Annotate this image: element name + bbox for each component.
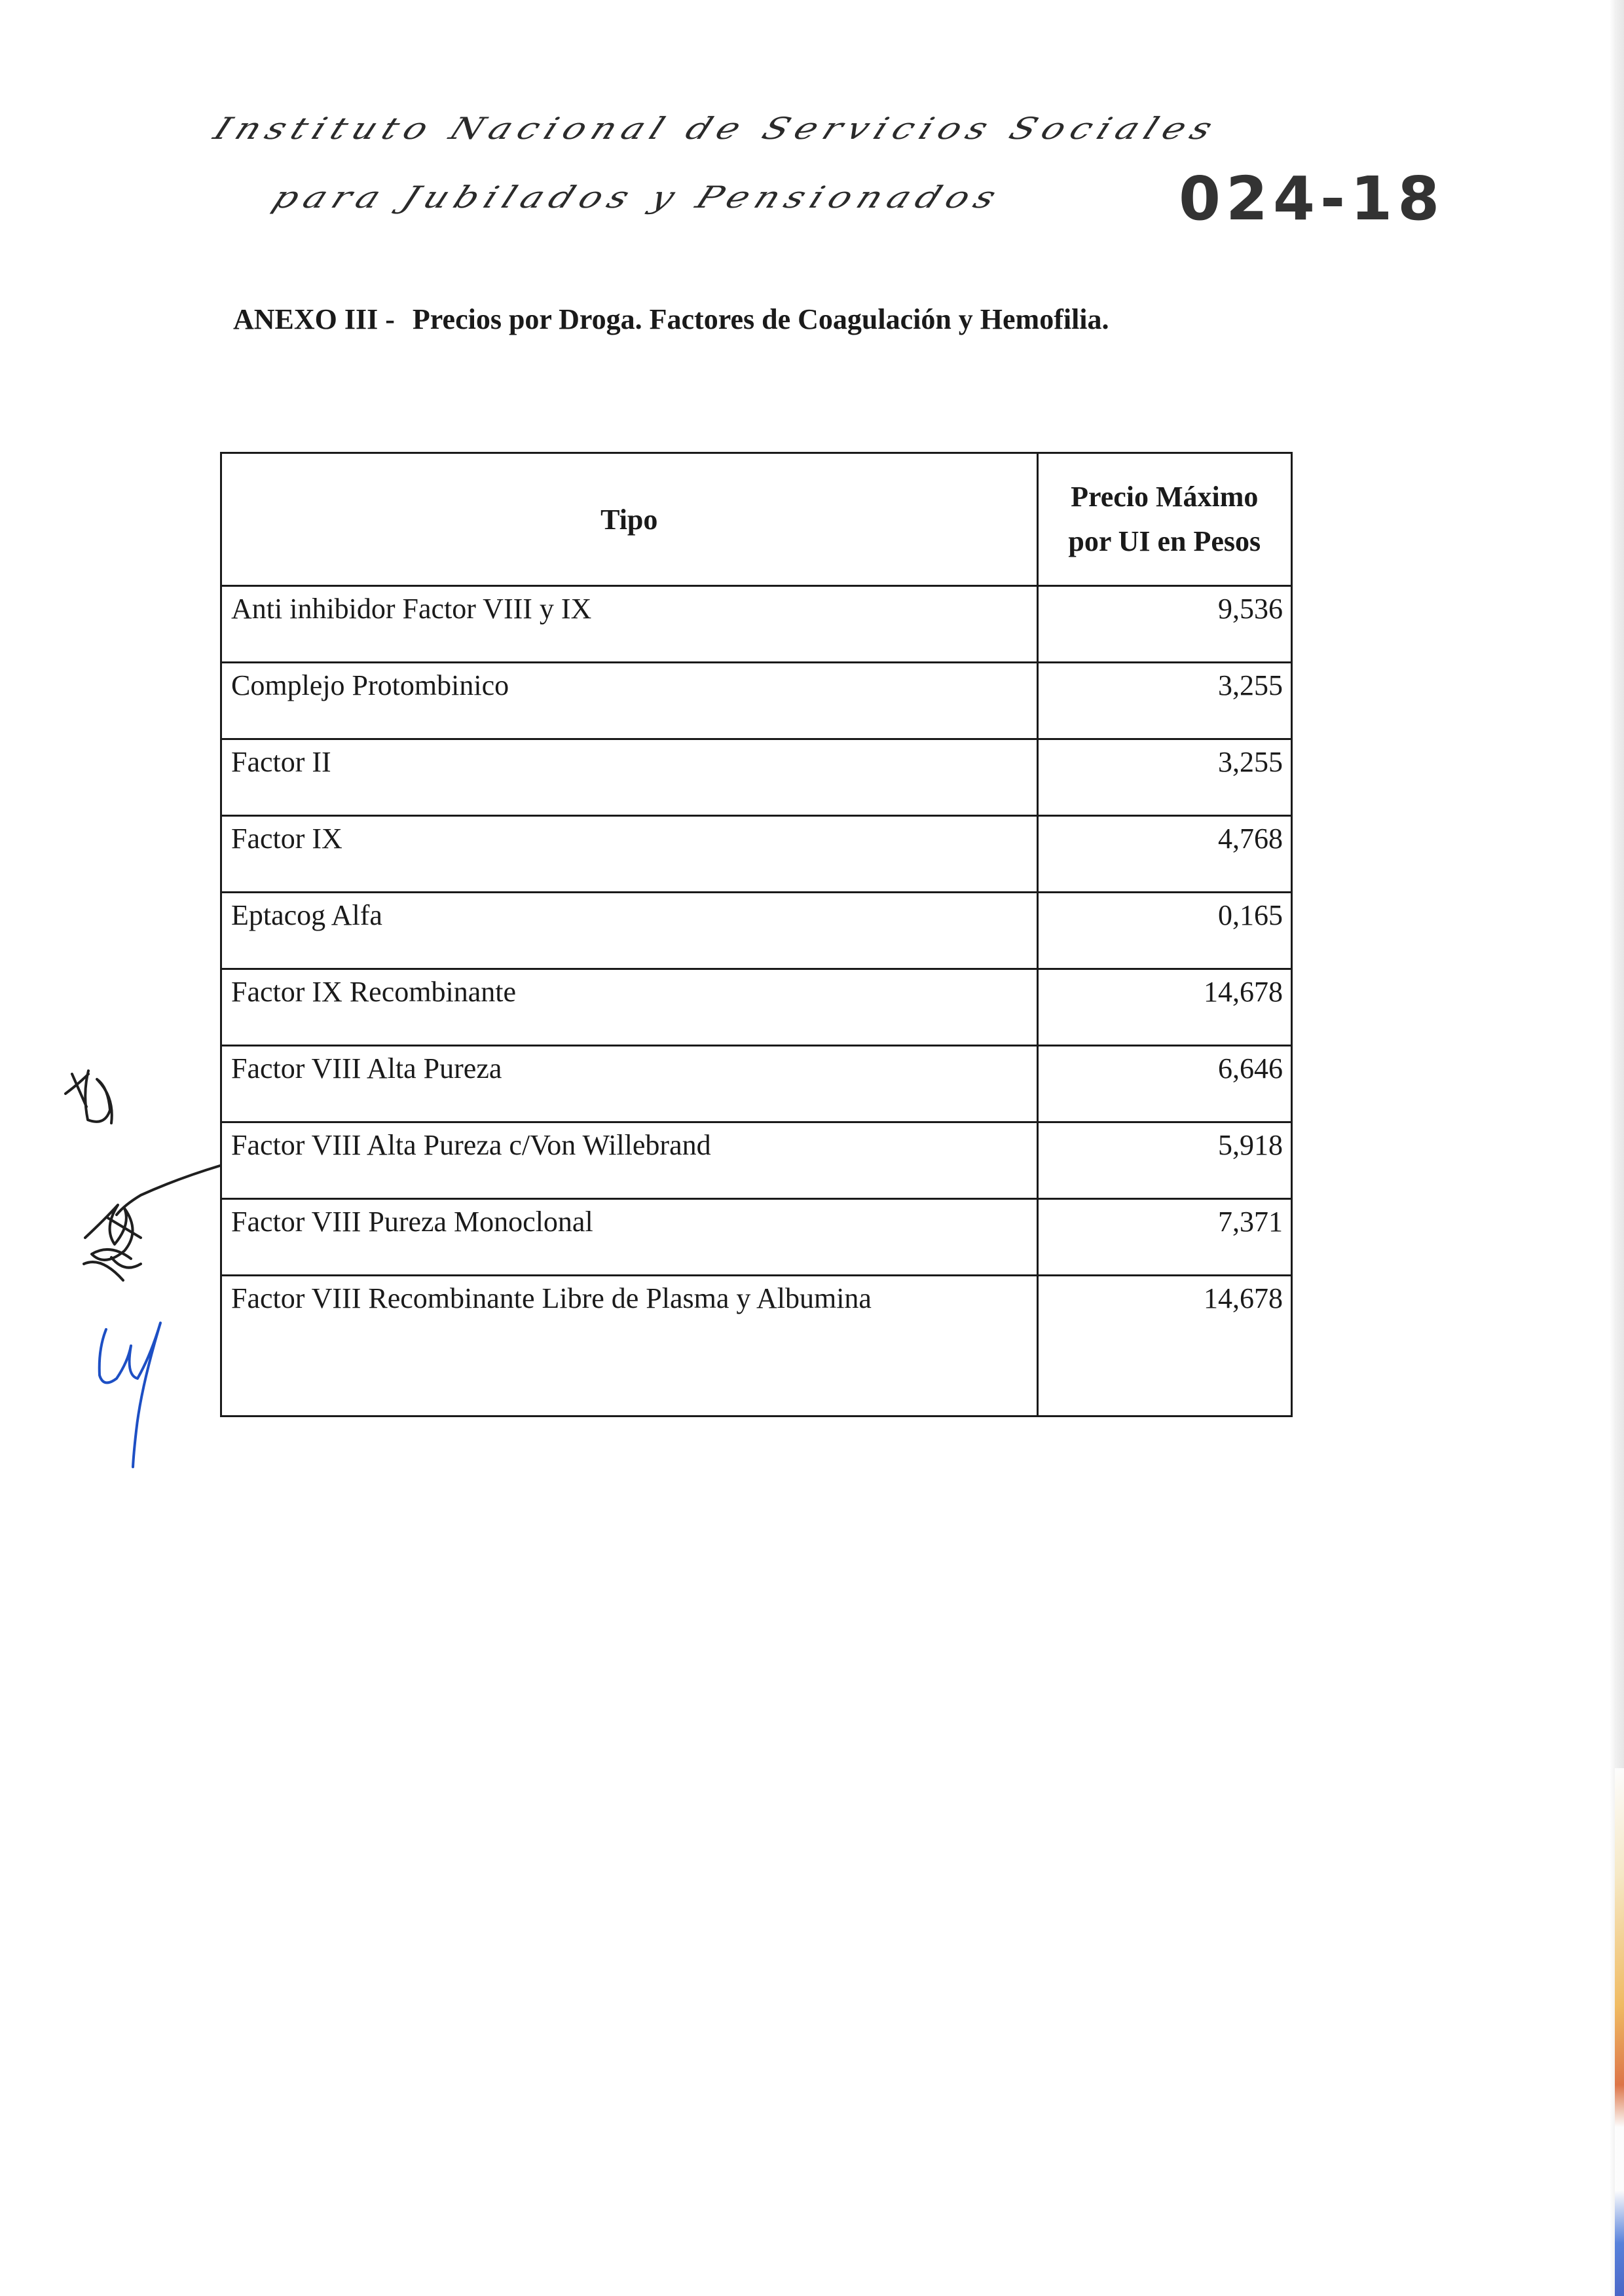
cell-tipo: Factor VIII Pureza Monoclonal	[221, 1199, 1038, 1276]
cell-precio: 14,678	[1037, 1276, 1291, 1416]
cell-precio: 4,768	[1037, 816, 1291, 893]
letterhead-institution-subtitle: para Jubilados y Pensionados	[267, 180, 1008, 215]
table-row	[221, 739, 1292, 816]
handwritten-signatures	[26, 1048, 262, 1506]
cell-tipo: Factor VIII Recombinante Libre de Plasma y Albumina	[221, 1276, 1038, 1416]
annex-heading	[233, 303, 1109, 336]
initials-signature-2	[84, 1166, 220, 1280]
column-header-precio-line2: por UI en Pesos	[1068, 525, 1261, 557]
initials-signature-3-blue	[100, 1323, 160, 1467]
cell-precio: 14,678	[1037, 969, 1291, 1046]
column-header-precio	[1037, 453, 1291, 586]
table-row	[221, 1199, 1292, 1276]
table-row	[221, 816, 1292, 893]
cell-precio: 3,255	[1037, 739, 1291, 816]
cell-tipo: Factor VIII Alta Pureza	[221, 1046, 1038, 1122]
table-body	[221, 586, 1292, 1416]
column-header-precio-line1: Precio Máximo	[1071, 481, 1259, 513]
cell-tipo: Factor IX	[221, 816, 1038, 893]
cell-tipo: Eptacog Alfa	[221, 893, 1038, 969]
cell-precio: 7,371	[1037, 1199, 1291, 1276]
cell-precio: 3,255	[1037, 663, 1291, 739]
table-row	[221, 1046, 1292, 1122]
cell-tipo: Complejo Protombinico	[221, 663, 1038, 739]
cell-precio: 6,646	[1037, 1046, 1291, 1122]
annex-title-text: Precios por Droga. Factores de Coagulación y Hemofilia.	[412, 303, 1109, 335]
cell-precio: 0,165	[1037, 893, 1291, 969]
table-row	[221, 1276, 1292, 1416]
table-header-row	[221, 453, 1292, 586]
letterhead-institution-name: Instituto Nacional de Servicios Sociales	[208, 111, 1225, 147]
price-table	[220, 452, 1293, 1417]
cell-tipo: Factor IX Recombinante	[221, 969, 1038, 1046]
cell-precio: 5,918	[1037, 1122, 1291, 1199]
table-row	[221, 893, 1292, 969]
cell-tipo: Factor II	[221, 739, 1038, 816]
letterhead	[208, 98, 1225, 242]
cell-tipo: Anti inhibidor Factor VIII y IX	[221, 586, 1038, 663]
cell-precio: 9,536	[1037, 586, 1291, 663]
column-header-tipo: Tipo	[221, 453, 1038, 586]
table-row	[221, 969, 1292, 1046]
cell-tipo: Factor VIII Alta Pureza c/Von Willebrand	[221, 1122, 1038, 1199]
annex-label: ANEXO III -	[233, 303, 395, 335]
initials-signature-1	[65, 1071, 112, 1123]
document-number-stamp: 024-18	[1179, 164, 1445, 234]
table-row	[221, 663, 1292, 739]
scan-color-calibration-strip	[1615, 1768, 1624, 2296]
table-row	[221, 1122, 1292, 1199]
table-row	[221, 586, 1292, 663]
